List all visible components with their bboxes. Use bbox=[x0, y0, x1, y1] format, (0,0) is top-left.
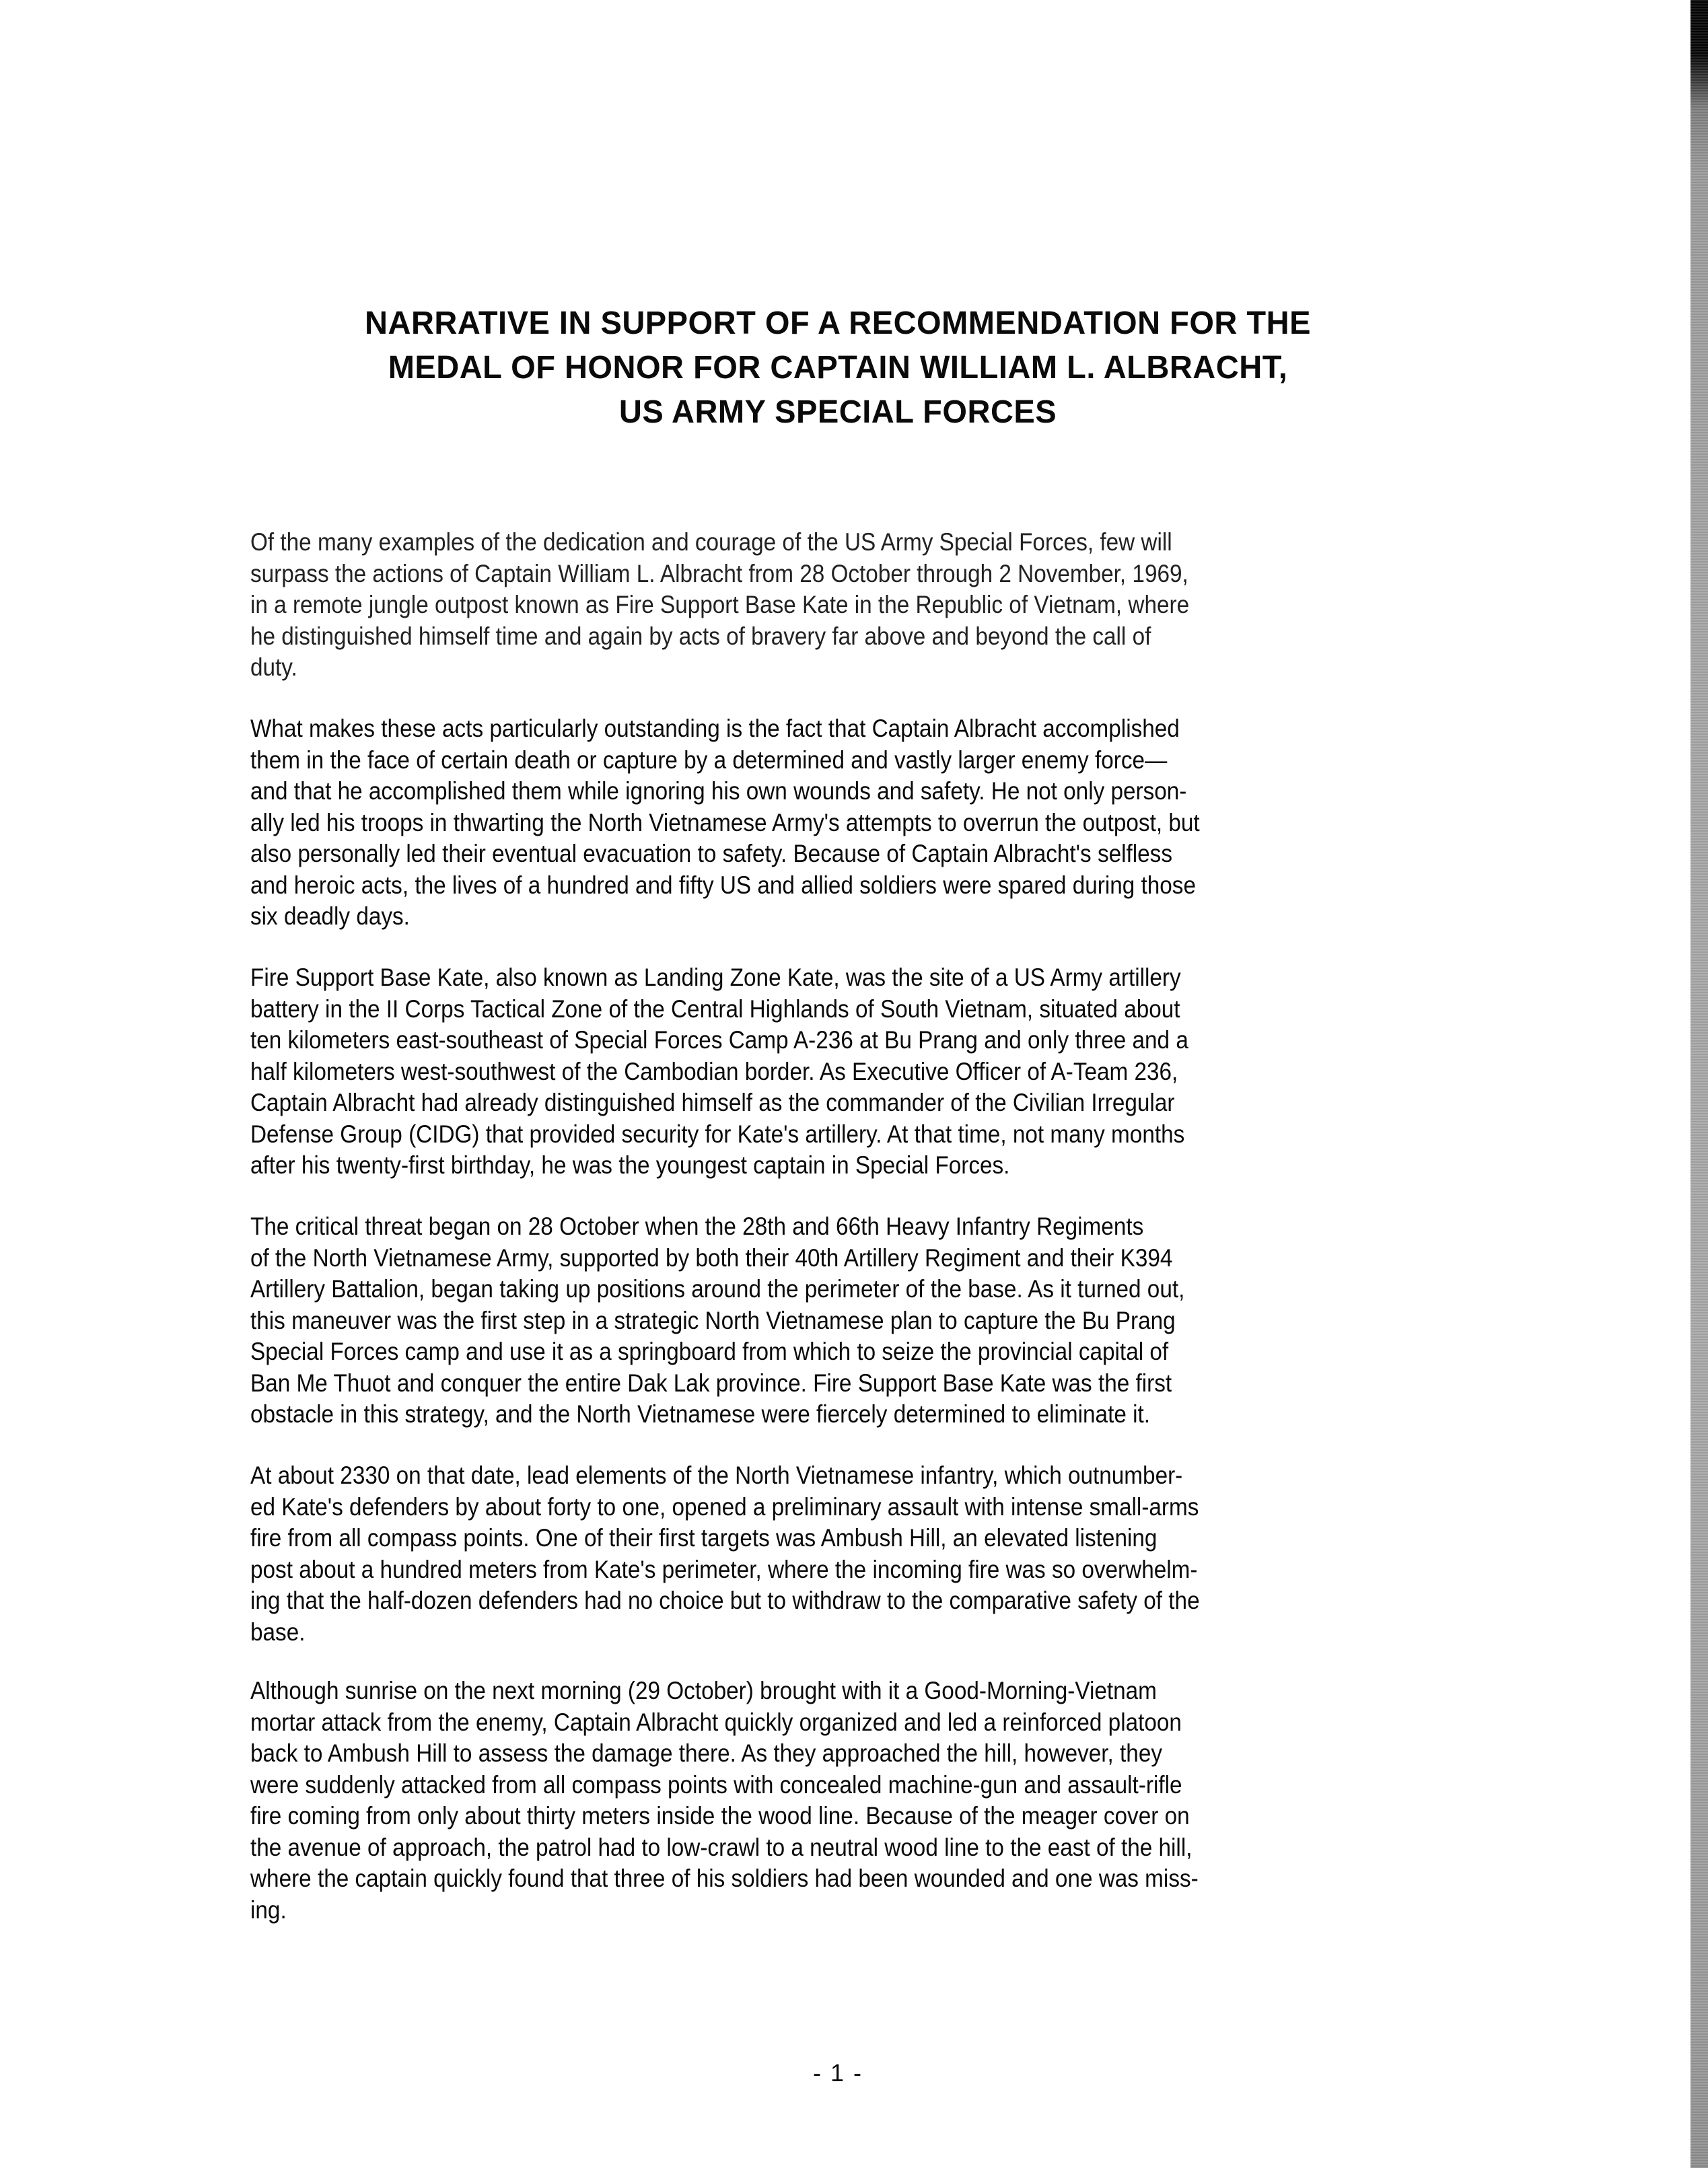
text-line: Defense Group (CIDG) that provided security for Kate's artillery. At that time, not many months bbox=[250, 1120, 1185, 1148]
title-line: MEDAL OF HONOR FOR CAPTAIN WILLIAM L. ALBRACHT, bbox=[388, 350, 1288, 386]
text-line: battery in the II Corps Tactical Zone of the Central Highlands of South Vietnam, situated about bbox=[250, 995, 1180, 1023]
page-number: - 1 - bbox=[812, 2059, 863, 2087]
text-line: duty. bbox=[250, 653, 297, 681]
text-line: and that he accomplished them while ignoring his own wounds and safety. He not only person- bbox=[250, 777, 1187, 805]
text-line: were suddenly attacked from all compass points with concealed machine-gun and assault-rifle bbox=[250, 1770, 1182, 1799]
text-line: them in the face of certain death or capture by a determined and vastly larger enemy force— bbox=[250, 746, 1168, 774]
text-line: six deadly days. bbox=[250, 902, 410, 930]
text-line: Fire Support Base Kate, also known as Landing Zone Kate, was the site of a US Army artillery bbox=[250, 964, 1181, 991]
text-line: post about a hundred meters from Kate's perimeter, where the incoming fire was so overwhelm- bbox=[250, 1555, 1198, 1583]
paragraph-critical-threat bbox=[250, 1211, 1394, 1431]
text-line: the avenue of approach, the patrol had to low-crawl to a neutral wood line to the east of the hill, bbox=[250, 1833, 1193, 1861]
text-line: he distinguished himself time and again by acts of bravery far above and beyond the call of bbox=[250, 622, 1151, 650]
text-line: and heroic acts, the lives of a hundred and fifty US and allied soldiers were spared during those bbox=[250, 871, 1196, 899]
text-line: ing. bbox=[250, 1895, 287, 1924]
text-line: Of the many examples of the dedication and courage of the US Army Special Forces, few will bbox=[250, 528, 1172, 556]
title-line: US ARMY SPECIAL FORCES bbox=[618, 394, 1057, 430]
text-line: in a remote jungle outpost known as Fire Support Base Kate in the Republic of Vietnam, where bbox=[250, 591, 1190, 618]
text-line: What makes these acts particularly outstanding is the fact that Captain Albracht accomplished bbox=[250, 715, 1180, 742]
text-line: At about 2330 on that date, lead elements of the North Vietnamese infantry, which outnumber- bbox=[250, 1461, 1183, 1489]
text-line: The critical threat began on 28 October when the 28th and 66th Heavy Infantry Regiments bbox=[250, 1213, 1144, 1240]
text-line: ed Kate's defenders by about forty to one, opened a preliminary assault with intense small-arms bbox=[250, 1492, 1199, 1521]
text-line: Captain Albracht had already distinguished himself as the commander of the Civilian Irregular bbox=[250, 1089, 1175, 1116]
paragraph-ambush-hill-patrol bbox=[250, 1675, 1394, 1926]
text-line: Artillery Battalion, began taking up positions around the perimeter of the base. As it turned out, bbox=[250, 1275, 1185, 1303]
scanner-edge-strip bbox=[1691, 0, 1708, 2168]
document-title bbox=[267, 301, 1408, 435]
text-line: fire from all compass points. One of their first targets was Ambush Hill, an elevated listening bbox=[250, 1524, 1158, 1552]
text-line: surpass the actions of Captain William L. Albracht from 28 October through 2 November, 1969, bbox=[250, 559, 1188, 587]
text-line: this maneuver was the first step in a strategic North Vietnamese plan to capture the Bu Prang bbox=[250, 1306, 1176, 1334]
paragraph-fire-support-base-kate bbox=[250, 962, 1394, 1182]
text-line: obstacle in this strategy, and the North Vietnamese were fiercely determined to eliminate it. bbox=[250, 1400, 1150, 1428]
paragraph-outstanding-acts bbox=[250, 713, 1394, 933]
text-line: ten kilometers east-southeast of Special Forces Camp A-236 at Bu Prang and only three and a bbox=[250, 1026, 1188, 1054]
text-line: ally led his troops in thwarting the North Vietnamese Army's attempts to overrun the outpost, but bbox=[250, 808, 1200, 836]
text-line: of the North Vietnamese Army, supported by both their 40th Artillery Regiment and their K394 bbox=[250, 1243, 1173, 1272]
text-line: after his twenty-first birthday, he was the youngest captain in Special Forces. bbox=[250, 1151, 1010, 1179]
text-line: Special Forces camp and use it as a springboard from which to seize the provincial capital of bbox=[250, 1338, 1169, 1365]
text-line: back to Ambush Hill to assess the damage there. As they approached the hill, however, they bbox=[250, 1739, 1162, 1767]
text-line: ing that the half-dozen defenders had no choice but to withdraw to the comparative safety of the bbox=[250, 1587, 1200, 1614]
paragraph-preliminary-assault bbox=[250, 1460, 1394, 1648]
text-line: where the captain quickly found that three of his soldiers had been wounded and one was miss- bbox=[250, 1865, 1199, 1892]
text-line: mortar attack from the enemy, Captain Albracht quickly organized and led a reinforced platoon bbox=[250, 1708, 1182, 1736]
text-line: Ban Me Thuot and conquer the entire Dak Lak province. Fire Support Base Kate was the first bbox=[250, 1369, 1172, 1397]
text-line: fire coming from only about thirty meters inside the wood line. Because of the meager cover on bbox=[250, 1802, 1190, 1830]
text-line: also personally led their eventual evacuation to safety. Because of Captain Albracht's selfless bbox=[250, 840, 1172, 867]
paragraph-introduction bbox=[250, 527, 1394, 684]
text-line: Although sunrise on the next morning (29 October) brought with it a Good-Morning-Vietnam bbox=[250, 1677, 1157, 1704]
text-line: half kilometers west-southwest of the Cambodian border. As Executive Officer of A-Team 236, bbox=[250, 1057, 1178, 1085]
text-line: base. bbox=[250, 1618, 306, 1646]
title-line: NARRATIVE IN SUPPORT OF A RECOMMENDATION FOR THE bbox=[365, 305, 1311, 341]
